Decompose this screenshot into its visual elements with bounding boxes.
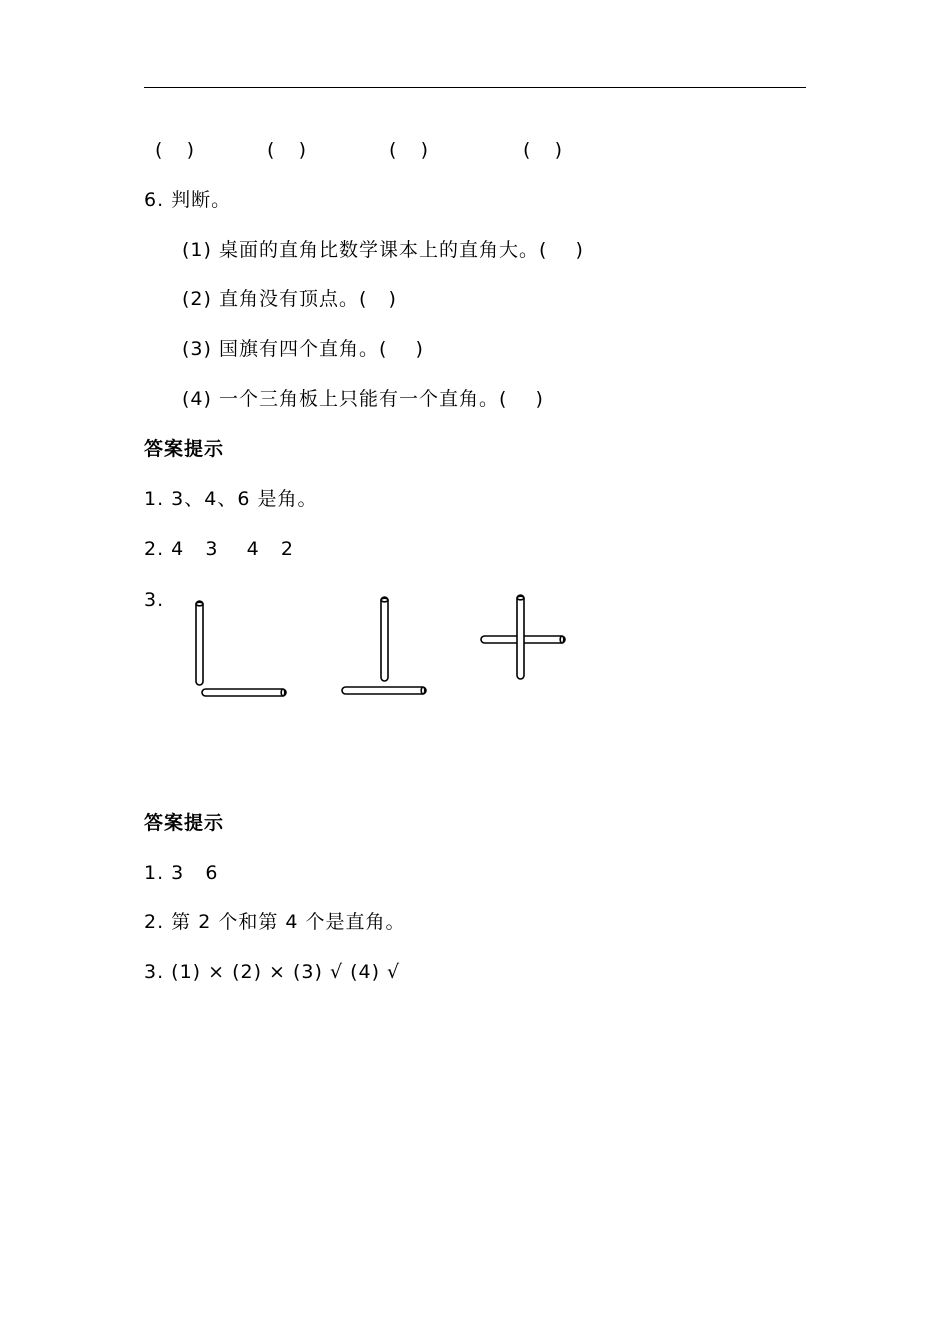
answer-line: 3. (1) × (2) × (3) √ (4) √ [144, 961, 401, 983]
q6-title: 6. 判断。 [144, 189, 232, 211]
q6-item-4: (4) 一个三角板上只能有一个直角。( ) [182, 388, 544, 410]
blank-paren: ( ) [155, 139, 194, 161]
answer-line: 3. [144, 589, 165, 611]
answers-heading-1: 答案提示 [144, 438, 225, 460]
q6-item-1: (1) 桌面的直角比数学课本上的直角大。( ) [182, 239, 584, 261]
answers-heading-2: 答案提示 [144, 812, 225, 834]
stick-figure-cross [481, 595, 565, 679]
stick-figure-l [196, 601, 286, 696]
answer-line: 2. 4 3 4 2 [144, 538, 294, 560]
q6-item-3: (3) 国旗有四个直角。( ) [182, 338, 424, 360]
answer-line: 2. 第 2 个和第 4 个是直角。 [144, 911, 406, 933]
stick-figure-t [342, 597, 426, 694]
blank-paren: ( ) [523, 139, 562, 161]
blank-paren: ( ) [267, 139, 306, 161]
answer-line: 1. 3 6 [144, 862, 219, 884]
q6-item-2: (2) 直角没有顶点。( ) [182, 288, 397, 310]
answer-line: 1. 3、4、6 是角。 [144, 488, 318, 510]
blank-paren: ( ) [389, 139, 428, 161]
